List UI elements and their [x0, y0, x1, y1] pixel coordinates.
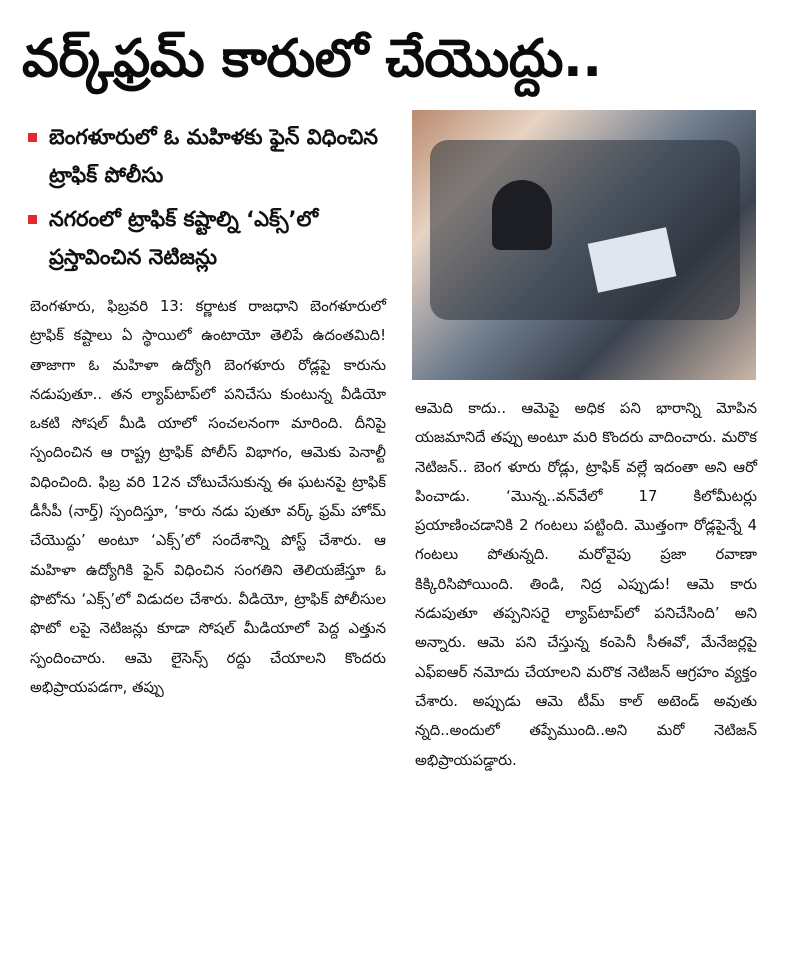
bullet-text: బెంగళూరులో ఓ మహిళకు ఫైన్ విధించిన ట్రాఫిక్ పోలీసు [49, 125, 379, 187]
bullet-square-icon [28, 215, 37, 224]
person-silhouette [492, 180, 552, 250]
article-text-right: ఆమెది కాదు.. ఆమెపై అధిక పని భారాన్ని మోపిన యజమానిదే తప్పు అంటూ మరి కొందరు వాదించారు. మరొక నెటిజన్.. బెంగ ళూరు రోడ్లు, ట్రాఫిక్ వల్లే ఇదంతా అని ఆరో పించాడు. ‘మొన్న..వన్‌వేలో 17 కిలోమీటర్లు ప్రయాణించడానికి 2 గంటలు పట్టింది. మొత్తంగా రోడ్లపైన్నే 4 గంటలు పోతున్నది. మరోవైపు ప్రజా రవాణా కిక్కిరిసిపోయింది. తిండి, నిద్ర ఎప్పుడు! ఆమె కారు నడుపుతూ తప్పనిసరై ల్యాప్‌టాప్‌లో పనిచేసింది’ అని అన్నారు. ఆమె పని చేస్తున్న కంపెనీ సీఈవో, మేనేజర్లపై ఎఫ్ఐఆర్ నమోదు చేయాలని మరొక నెటిజన్ ఆగ్రహం వ్యక్తం చేశారు. అప్పుడు ఆమె టీమ్ కాల్ అటెండ్ అవుతు న్నది..అందులో తప్పేముంది..అని మరో నెటిజన్ అభిప్రాయపడ్డారు. [415, 400, 757, 769]
news-photo [412, 110, 756, 380]
bullet-item [28, 118, 398, 194]
bullet-item [28, 200, 398, 276]
headline: వర్క్‌ఫ్రమ్ కారులో చేయొద్దు.. [22, 29, 602, 89]
bullet-text: నగరంలో ట్రాఫిక్ కష్టాల్ని ‘ఎక్స్’లో ప్రస్తావించిన నెటిజన్లు [49, 207, 319, 269]
article-column-right [415, 394, 757, 775]
bullet-square-icon [28, 133, 37, 142]
car-window [430, 140, 740, 320]
bullet-list [28, 118, 398, 282]
article-column-left [30, 292, 386, 702]
article-text-left: బెంగళూరు, ఫిబ్రవరి 13: కర్ణాటక రాజధాని బెంగళూరులో ట్రాఫిక్ కష్టాలు ఏ స్థాయిలో ఉంటాయో తెలిపే ఉదంతమిది! తాజాగా ఓ మహిళా ఉద్యోగి బెంగళూరు రోడ్లపై కారును నడుపుతూ.. తన ల్యాప్‌టాప్‌లో పనిచేసు కుంటున్న వీడియో ఒకటి సోషల్ మీడి యాలో సంచలనంగా మారింది. దీనిపై స్పందించిన ఆ రాష్ట్ర ట్రాఫిక్ పోలీస్ విభాగం, ఆమెకు పెనాల్టీ విధించింది. ఫిబ్ర వరి 12న చోటుచేసుకున్న ఈ ఘటనపై ట్రాఫిక్ డీసీపీ (నార్త్) స్పందిస్తూ, ‘కారు నడు పుతూ వర్క్ ఫ్రమ్ హోమ్ చేయొద్దు’ అంటూ ‘ఎక్స్’లో సందేశాన్ని పోస్ట్ చేశారు. ఆ మహిళా ఉద్యోగికి ఫైన్ విధించిన సంగతిని తెలియజేస్తూ ఓ ఫొటోను ‘ఎక్స్’లో విడుదల చేశారు. వీడియో, ట్రాఫిక్ పోలీసుల ఫొటో లపై నెటిజన్లు కూడా సోషల్ మీడియాలో పెద్ద ఎత్తున స్పందించారు. ఆమె లైసెన్స్ రద్దు చేయాలని కొందరు అభిప్రాయపడగా, తప్పు [30, 298, 386, 696]
